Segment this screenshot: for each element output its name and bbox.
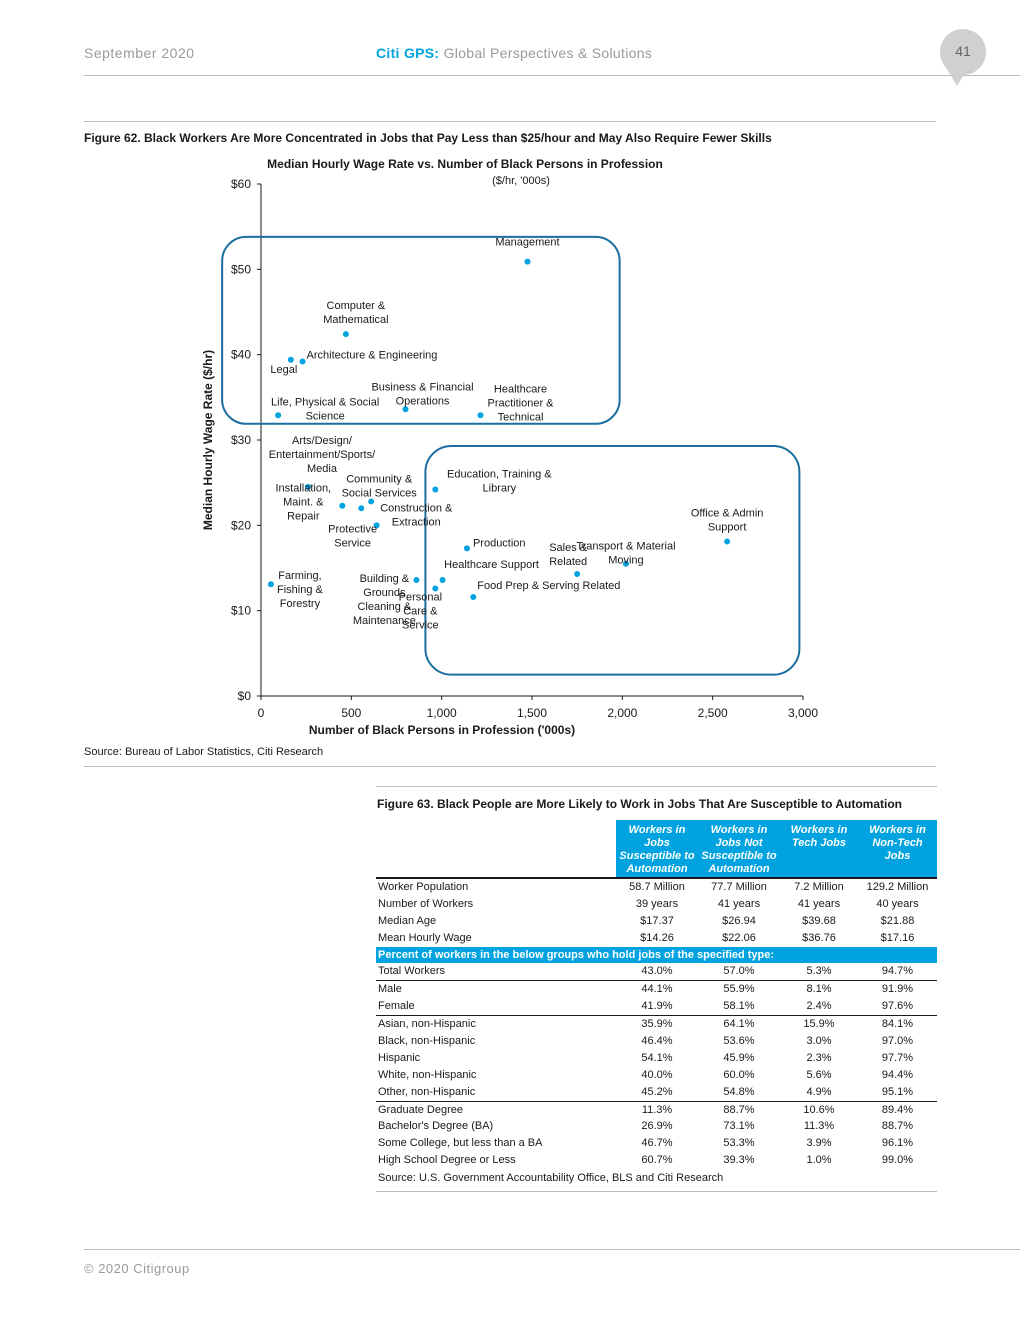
table-header-row bbox=[376, 820, 937, 877]
cell-value: 97.6% bbox=[881, 1000, 914, 1013]
cell-value: 77.7 Million bbox=[711, 880, 767, 893]
x-tick-label: 2,500 bbox=[697, 706, 728, 720]
data-point bbox=[371, 381, 473, 412]
data-point-label-line: Support bbox=[707, 521, 747, 534]
cell-value: 53.6% bbox=[723, 1034, 755, 1047]
cell-value: 40 years bbox=[876, 897, 919, 910]
cell-value: 2.3% bbox=[806, 1051, 832, 1064]
y-tick-label: $0 bbox=[237, 689, 251, 703]
row-label: Mean Hourly Wage bbox=[378, 931, 472, 944]
data-point-label-line: Arts/Design/ bbox=[292, 434, 352, 447]
data-point-label-line: Care & bbox=[403, 605, 438, 618]
footer-rule bbox=[84, 1249, 1020, 1250]
data-point-marker bbox=[275, 412, 281, 418]
cell-value: $22.06 bbox=[722, 931, 756, 944]
data-point bbox=[300, 349, 438, 364]
data-point-label-line: Science bbox=[305, 410, 345, 423]
data-point-label-line: Entertainment/Sports/ bbox=[268, 448, 376, 461]
data-point-label bbox=[447, 468, 552, 494]
cell-value: 41 years bbox=[797, 897, 841, 910]
data-point-label bbox=[495, 237, 559, 249]
data-point-label-line: Healthcare Support bbox=[444, 558, 539, 571]
data-point-label-line: Technical bbox=[497, 411, 544, 424]
cell-value: $21.88 bbox=[880, 914, 915, 927]
data-point-label-line: Architecture & Engineering bbox=[306, 349, 438, 362]
data-point-label bbox=[277, 570, 324, 610]
cell-value: 4.9% bbox=[806, 1085, 832, 1098]
cell-value: $14.26 bbox=[640, 931, 674, 944]
chart-subtitle: ($/hr, '000s) bbox=[492, 175, 550, 187]
data-point-label bbox=[323, 300, 388, 326]
data-point-marker bbox=[464, 545, 470, 551]
row-label: Worker Population bbox=[378, 880, 469, 893]
data-point-label-line: Management bbox=[495, 236, 560, 249]
data-point-label-line: Cleaning & bbox=[357, 600, 412, 613]
header-brand bbox=[376, 45, 652, 61]
cell-value: 129.2 Million bbox=[866, 880, 929, 893]
data-point-label-line: Moving bbox=[608, 554, 644, 567]
table-row bbox=[376, 1050, 937, 1067]
cell-value: 5.6% bbox=[806, 1068, 832, 1081]
data-point-label-line: Building & bbox=[359, 572, 410, 585]
data-point-label-line: Farming, bbox=[278, 570, 322, 583]
data-point-label-line: Sales & bbox=[549, 541, 588, 554]
data-point-label-line: Business & Financial bbox=[371, 381, 474, 394]
table-row bbox=[376, 963, 937, 980]
data-point-label-line: Practitioner & bbox=[487, 397, 554, 410]
data-point-label-line: Community & bbox=[346, 473, 413, 486]
data-point-label-line: Legal bbox=[270, 363, 298, 376]
table-row bbox=[376, 1118, 937, 1135]
x-tick-label: 500 bbox=[341, 706, 362, 720]
column-header: Workers in Jobs Susceptible to Automation bbox=[616, 820, 698, 877]
cell-value: 3.0% bbox=[806, 1034, 832, 1047]
cell-value: 54.1% bbox=[641, 1051, 673, 1064]
data-point bbox=[328, 522, 379, 549]
data-point bbox=[270, 357, 297, 376]
data-point-label-line: Social Services bbox=[341, 487, 417, 500]
figure63-bottom-rule bbox=[376, 1191, 937, 1192]
column-header: Workers in Tech Jobs bbox=[780, 820, 858, 877]
data-point bbox=[576, 541, 675, 567]
cell-value: 53.3% bbox=[723, 1137, 755, 1150]
data-point-marker bbox=[300, 358, 306, 364]
data-point-label-line: Service bbox=[401, 619, 439, 632]
cell-value: 39.3% bbox=[723, 1154, 755, 1167]
figure62-source: Source: Bureau of Labor Statistics, Citi Research bbox=[84, 746, 324, 758]
cell-value: 97.7% bbox=[881, 1051, 914, 1064]
data-point-label bbox=[271, 396, 379, 422]
data-point-marker bbox=[524, 259, 530, 265]
data-point-marker bbox=[343, 331, 349, 337]
x-tick-label: 1,500 bbox=[516, 706, 548, 720]
data-point-label-line: Library bbox=[482, 482, 517, 495]
data-point-label bbox=[444, 559, 539, 571]
data-point-label-line: Mathematical bbox=[323, 314, 389, 327]
data-point bbox=[495, 237, 559, 265]
data-point-label-line: Education, Training & bbox=[447, 468, 552, 481]
automation-table bbox=[376, 820, 937, 1169]
data-point-label-line: Service bbox=[334, 537, 371, 550]
data-point-label bbox=[269, 435, 376, 475]
cell-value: 84.1% bbox=[858, 1016, 937, 1033]
cell-value: 41 years bbox=[717, 897, 761, 910]
data-point-label-line: Related bbox=[549, 555, 588, 568]
data-point-label-line: Media bbox=[306, 462, 337, 475]
cell-value: 57.0% bbox=[723, 965, 755, 978]
row-label: Asian, non-Hispanic bbox=[376, 1016, 616, 1033]
y-axis-label: Median Hourly Wage Rate ($/hr) bbox=[201, 349, 215, 531]
cell-value: 54.8% bbox=[723, 1085, 755, 1098]
data-point-label bbox=[371, 381, 473, 407]
table-row bbox=[376, 1135, 937, 1152]
cell-value: 60.7% bbox=[641, 1154, 673, 1167]
cell-value: 91.9% bbox=[858, 981, 937, 998]
cell-value: $39.68 bbox=[802, 914, 836, 927]
data-point-label-line: Office & Admin bbox=[690, 507, 764, 520]
data-point-marker bbox=[470, 594, 476, 600]
data-point-marker bbox=[268, 581, 274, 587]
cell-value: 39 years bbox=[635, 897, 679, 910]
data-point-label bbox=[342, 473, 418, 499]
table-corner bbox=[376, 820, 616, 877]
data-point-marker bbox=[413, 577, 419, 583]
cell-value: $36.76 bbox=[802, 931, 836, 944]
cell-value: 55.9% bbox=[698, 981, 780, 998]
data-point-label bbox=[307, 349, 438, 361]
x-tick-label: 2,000 bbox=[607, 706, 638, 720]
data-point bbox=[399, 585, 442, 631]
data-point-label-line: Production bbox=[472, 537, 526, 550]
chart-title: Median Hourly Wage Rate vs. Number of Black Persons in Profession bbox=[267, 157, 663, 171]
data-point bbox=[464, 537, 526, 551]
cell-value: 5.3% bbox=[806, 965, 832, 978]
cell-value: 73.1% bbox=[723, 1120, 755, 1133]
scatter-chart bbox=[84, 150, 844, 750]
data-point-label-line: Personal bbox=[398, 591, 443, 604]
row-label: Total Workers bbox=[378, 965, 446, 978]
header-date: September 2020 bbox=[84, 45, 195, 61]
data-point-label bbox=[328, 523, 377, 549]
cell-value: $17.16 bbox=[880, 931, 915, 944]
cell-value: 58.1% bbox=[723, 1000, 755, 1013]
section-band bbox=[376, 947, 937, 964]
header-rule bbox=[84, 75, 1020, 76]
data-point bbox=[268, 570, 324, 610]
footer-copyright: © 2020 Citigroup bbox=[84, 1261, 190, 1276]
cell-value: 94.4% bbox=[881, 1068, 914, 1081]
y-tick-label: $30 bbox=[230, 433, 251, 447]
data-point bbox=[691, 508, 764, 545]
row-label: White, non-Hispanic bbox=[378, 1068, 477, 1081]
data-point-label bbox=[487, 383, 554, 423]
cell-value: 35.9% bbox=[616, 1016, 698, 1033]
row-label: Graduate Degree bbox=[376, 1101, 616, 1118]
row-label: Female bbox=[378, 1000, 415, 1013]
data-point-label-line: Repair bbox=[287, 510, 320, 523]
y-tick-label: $40 bbox=[230, 347, 251, 362]
cell-value: 88.7% bbox=[698, 1101, 780, 1118]
data-point-marker bbox=[358, 505, 364, 511]
row-label: Black, non-Hispanic bbox=[378, 1034, 476, 1047]
data-point-label-line: Healthcare bbox=[493, 383, 548, 396]
table-row bbox=[376, 1084, 937, 1101]
cell-value: 15.9% bbox=[780, 1016, 858, 1033]
data-point-label bbox=[380, 502, 453, 528]
cell-value: 45.2% bbox=[641, 1085, 673, 1098]
figure63-top-rule bbox=[376, 786, 937, 787]
data-point-label-line: Transport & Material bbox=[576, 540, 676, 553]
brand-name: Citi GPS: bbox=[376, 45, 440, 61]
cell-value: 46.7% bbox=[641, 1137, 673, 1150]
cell-value: 2.4% bbox=[806, 1000, 832, 1013]
table-row bbox=[376, 1033, 937, 1050]
cell-value: 1.0% bbox=[806, 1154, 832, 1167]
data-point bbox=[342, 473, 418, 504]
data-point-marker bbox=[440, 577, 446, 583]
cell-value: 3.9% bbox=[806, 1137, 832, 1150]
row-label: Hispanic bbox=[378, 1051, 421, 1064]
cell-value: 40.0% bbox=[641, 1068, 673, 1081]
figure62-title: Figure 62. Black Workers Are More Concentrated in Jobs that Pay Less than $25/hour and May Also Require Fewer Skills bbox=[84, 131, 772, 145]
figure63-title: Figure 63. Black People are More Likely to Work in Jobs That Are Susceptible to Automation bbox=[377, 797, 902, 811]
brand-tagline: Global Perspectives & Solutions bbox=[439, 45, 653, 61]
data-point-label bbox=[477, 580, 620, 592]
row-label: Some College, but less than a BA bbox=[378, 1137, 543, 1150]
data-point-marker bbox=[288, 357, 294, 363]
cell-value: 46.4% bbox=[641, 1034, 673, 1047]
data-point-label bbox=[399, 591, 442, 631]
data-point-label-line: Operations bbox=[395, 395, 450, 408]
x-tick-label: 3,000 bbox=[787, 706, 819, 720]
data-point-label-line: Extraction bbox=[391, 516, 441, 529]
page-number: 41 bbox=[940, 29, 986, 75]
data-point-label-line: Installation, bbox=[275, 482, 332, 495]
data-point-label-line: Grounds bbox=[363, 586, 406, 599]
cell-value: 43.0% bbox=[641, 965, 673, 978]
data-point-marker bbox=[339, 503, 345, 509]
table-row bbox=[376, 1067, 937, 1084]
data-point-marker bbox=[574, 571, 580, 577]
data-point-label bbox=[691, 508, 764, 534]
cell-value: 11.3% bbox=[803, 1120, 835, 1133]
data-point bbox=[470, 580, 620, 600]
cell-value: 58.7 Million bbox=[629, 880, 685, 893]
cell-value: 7.2 Million bbox=[794, 880, 844, 893]
cell-value: 11.3% bbox=[616, 1101, 698, 1118]
data-point-label-line: Computer & bbox=[326, 300, 386, 313]
x-tick-label: 0 bbox=[257, 706, 265, 720]
table-row bbox=[376, 878, 937, 896]
x-axis-label: Number of Black Persons in Profession ('000s) bbox=[308, 723, 576, 737]
cell-value: 60.0% bbox=[723, 1068, 755, 1081]
table-row bbox=[376, 998, 937, 1015]
row-label: Bachelor's Degree (BA) bbox=[378, 1120, 494, 1133]
data-point-label bbox=[473, 537, 526, 549]
table-row bbox=[376, 913, 937, 930]
cell-value: 45.9% bbox=[723, 1051, 755, 1064]
data-point-marker bbox=[724, 539, 730, 545]
cell-value: 94.7% bbox=[881, 965, 914, 978]
table-row bbox=[376, 930, 937, 947]
data-point-label-line: Maint. & bbox=[283, 496, 324, 509]
y-tick-label: $60 bbox=[230, 177, 251, 191]
data-point-marker bbox=[432, 486, 438, 492]
table-row bbox=[376, 981, 937, 998]
data-point-label bbox=[576, 541, 675, 567]
data-point bbox=[478, 383, 555, 423]
cell-value: $26.94 bbox=[722, 914, 756, 927]
cell-value: 88.7% bbox=[881, 1120, 914, 1133]
data-point-label-line: Protective bbox=[328, 523, 378, 536]
row-label: Number of Workers bbox=[378, 897, 474, 910]
data-point-label-line: Life, Physical & Social bbox=[271, 396, 380, 409]
cell-value: 95.1% bbox=[881, 1085, 914, 1098]
cell-value: 41.9% bbox=[641, 1000, 673, 1013]
data-point bbox=[275, 483, 345, 523]
cell-value: 26.9% bbox=[641, 1120, 673, 1133]
cell-value: 8.1% bbox=[780, 981, 858, 998]
data-point-label-line: Food Prep & Serving Related bbox=[477, 580, 621, 593]
cell-value: 10.6% bbox=[780, 1101, 858, 1118]
data-point bbox=[432, 468, 552, 494]
y-tick-label: $20 bbox=[230, 518, 251, 533]
data-point-label-line: Forestry bbox=[279, 598, 321, 611]
column-header: Workers in Non-Tech Jobs bbox=[858, 820, 937, 877]
data-point bbox=[323, 300, 388, 337]
cell-value: 44.1% bbox=[616, 981, 698, 998]
data-point-label-line: Fishing & bbox=[277, 584, 323, 597]
figure62-top-rule bbox=[84, 121, 936, 122]
table-row bbox=[376, 896, 937, 913]
row-label: Median Age bbox=[378, 914, 437, 927]
data-point-marker bbox=[478, 412, 484, 418]
cell-value: 99.0% bbox=[881, 1154, 914, 1167]
cell-value: 97.0% bbox=[881, 1034, 914, 1047]
cell-value: 96.1% bbox=[881, 1137, 914, 1150]
row-label: Male bbox=[376, 981, 616, 998]
y-tick-label: $10 bbox=[230, 603, 251, 618]
y-tick-label: $50 bbox=[230, 262, 251, 277]
table-row bbox=[376, 1016, 937, 1033]
data-point-label bbox=[270, 364, 297, 376]
row-label: Other, non-Hispanic bbox=[378, 1085, 476, 1098]
data-point-label bbox=[275, 483, 331, 523]
cell-value: 89.4% bbox=[858, 1101, 937, 1118]
section-band-label: Percent of workers in the below groups who hold jobs of the specified type: bbox=[376, 947, 937, 964]
table-row bbox=[376, 1152, 937, 1169]
data-point bbox=[271, 396, 379, 422]
cell-value: 64.1% bbox=[698, 1016, 780, 1033]
data-point-label-line: Construction & bbox=[380, 502, 453, 515]
x-tick-label: 1,000 bbox=[426, 706, 457, 720]
table-row bbox=[376, 1101, 937, 1118]
column-header: Workers in Jobs Not Susceptible to Automation bbox=[698, 820, 780, 877]
cell-value: $17.37 bbox=[640, 914, 674, 927]
figure62-bottom-rule bbox=[84, 766, 936, 767]
figure63-source: Source: U.S. Government Accountability Office, BLS and Citi Research bbox=[378, 1172, 724, 1184]
data-point-label-line: Maintenance bbox=[352, 614, 416, 627]
row-label: High School Degree or Less bbox=[378, 1154, 516, 1167]
